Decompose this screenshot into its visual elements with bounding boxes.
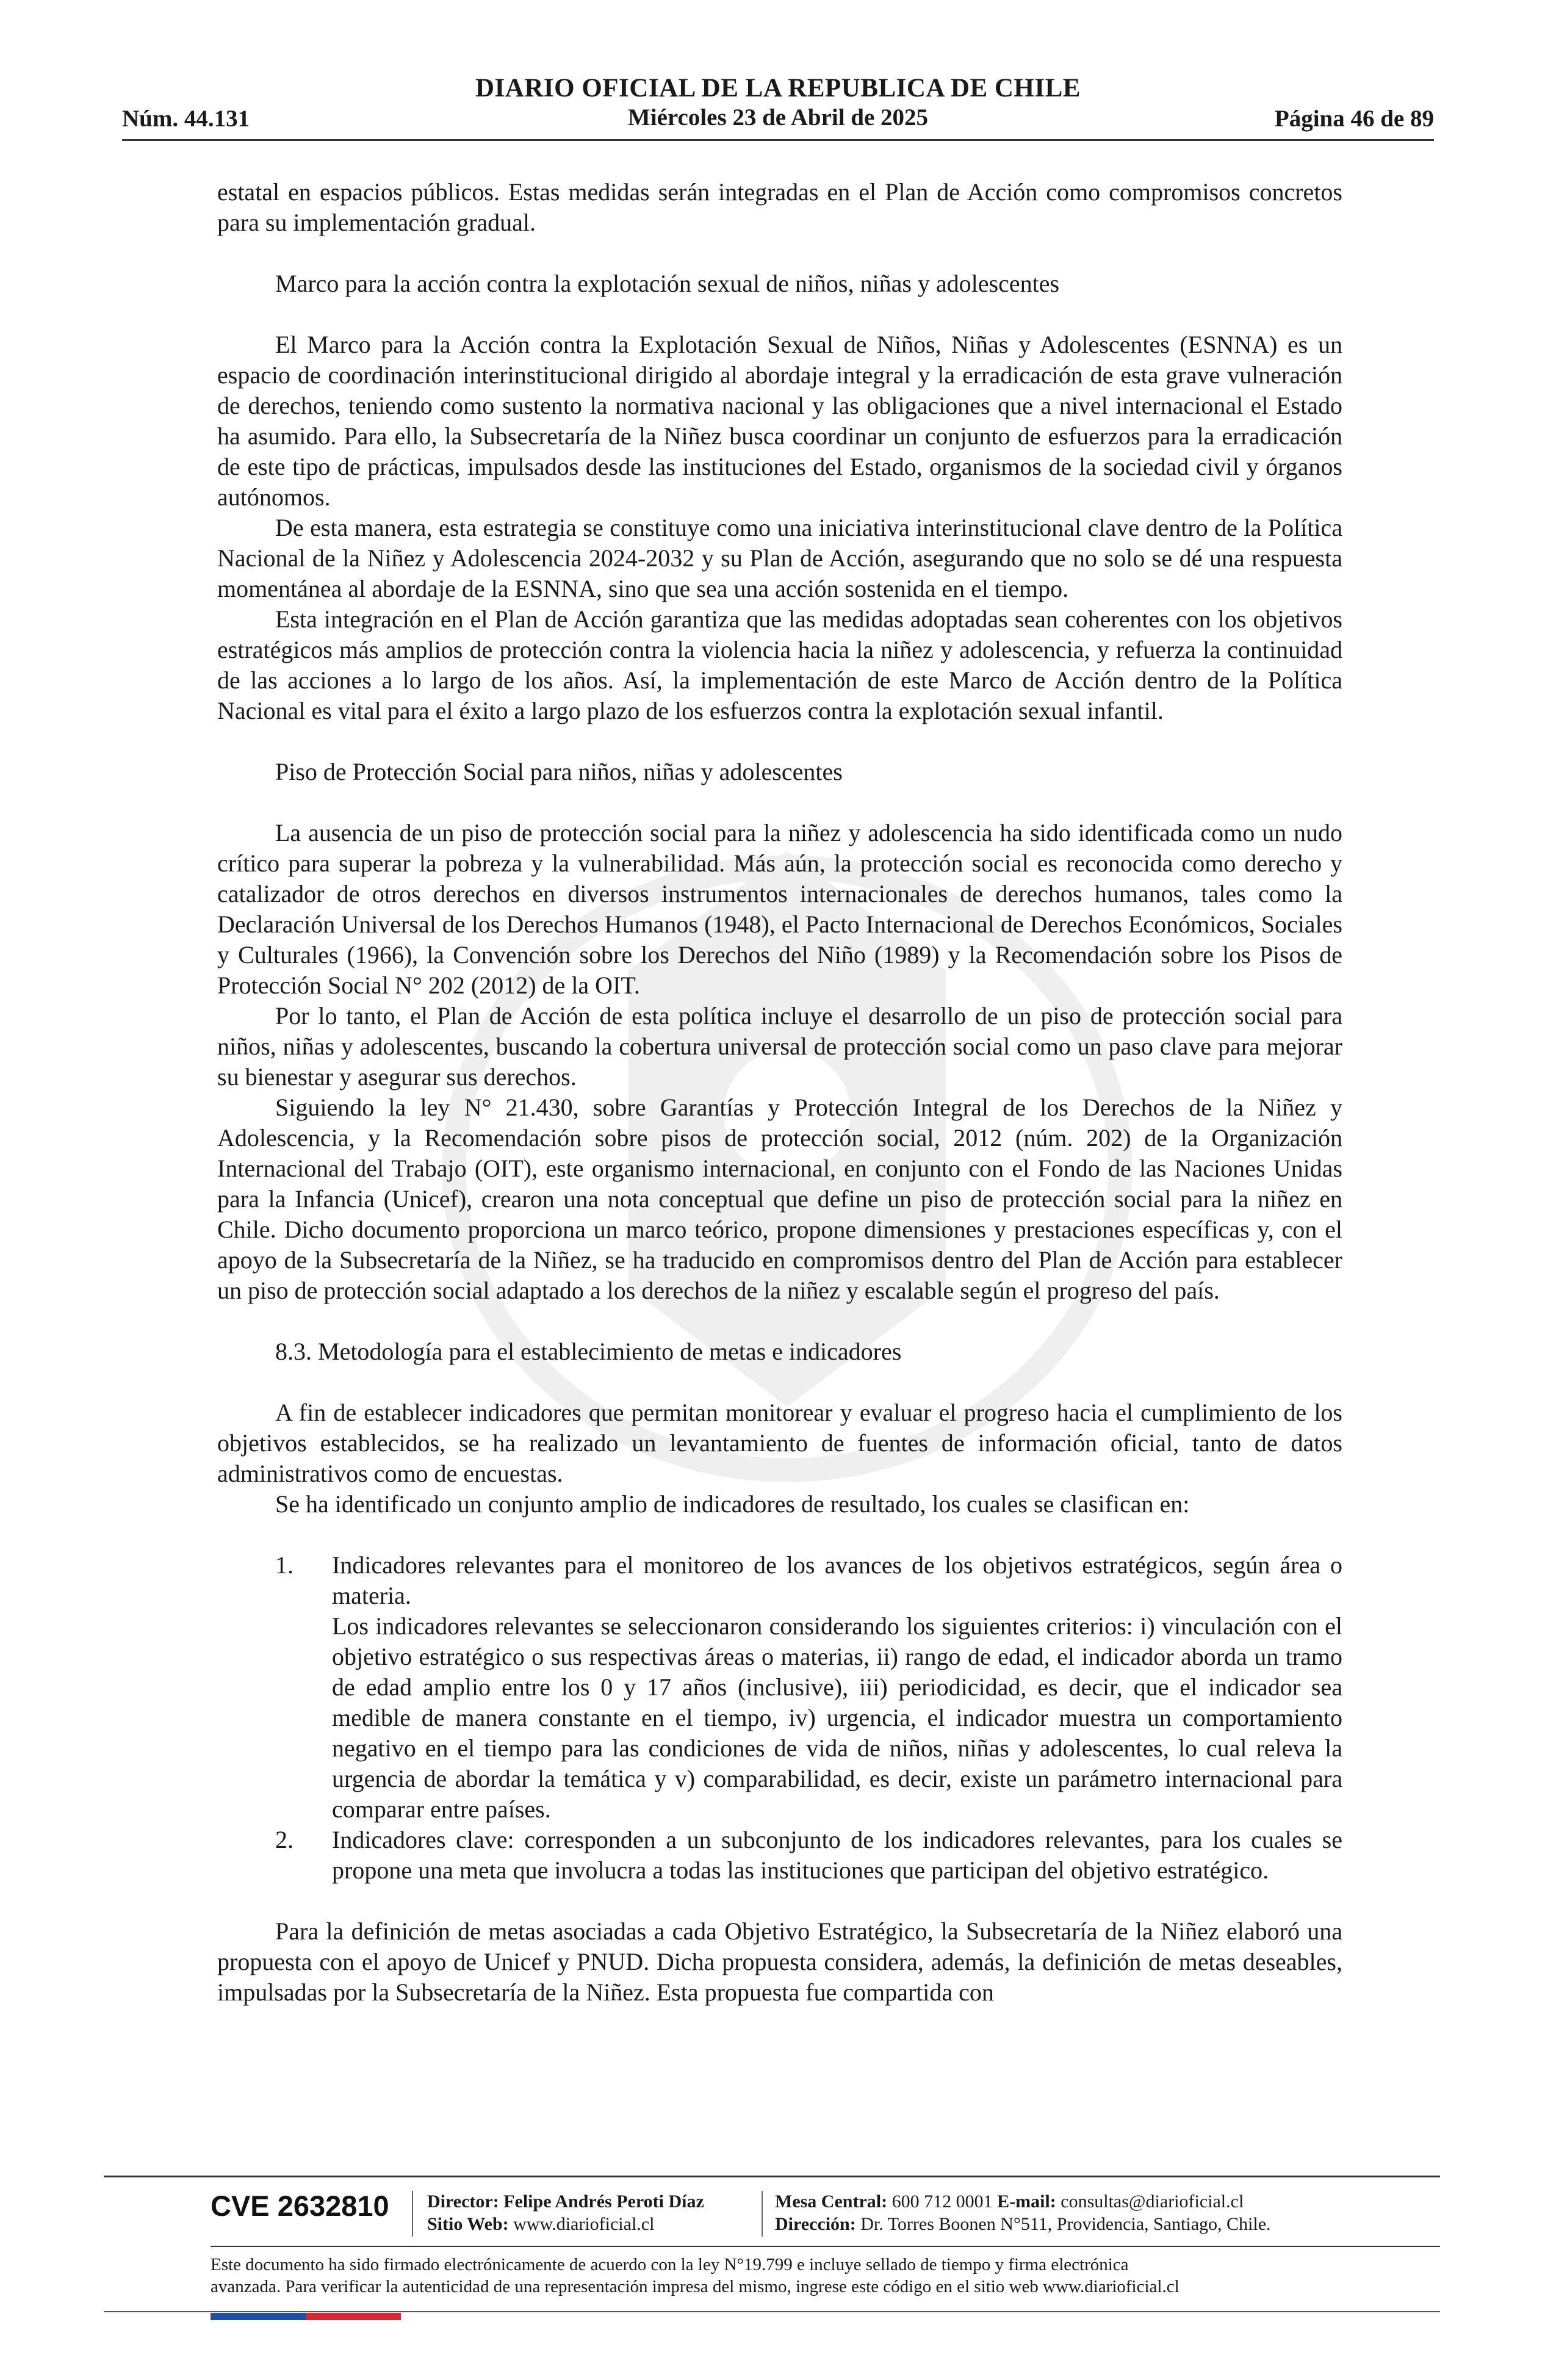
paragraph: A fin de establecer indicadores que permitan monitorear y evaluar el progreso hacia el cumplimiento de los objetivos establecidos, se ha realizado un levantamiento de fuentes de información oficial, tanto de datos administrativos como de encuestas. <box>217 1399 1342 1487</box>
paragraph: estatal en espacios públicos. Estas medidas serán integradas en el Plan de Acción como compromisos concretos para su implementación gradual. <box>217 178 1342 236</box>
list-marker: 2. <box>275 1826 294 1853</box>
list-item <box>217 1825 1342 1886</box>
list-item-detail: Los indicadores relevantes se seleccionaron considerando los siguientes criterios: i) vinculación con el objetivo estratégico o sus respectivas áreas o materias, ii) rango de edad, el indicador aborda un tramo de edad amplio entre los 0 y 17 años (inclusive), iii) periodicidad, es decir, que el indicador sea medible de manera constante en el tiempo, iv) urgencia, el indicador muestra un comportamiento negativo en el tiempo para las condiciones de vida de niños, niñas y adolescentes, lo cual releva la urgencia de abordar la temática y v) comparabilidad, es decir, existe un parámetro internacional para comparar entre países. <box>332 1612 1342 1823</box>
section-heading: 8.3. Metodología para el establecimiento de metas e indicadores <box>275 1338 902 1365</box>
list-item <box>217 1550 1342 1825</box>
page-number: Página 46 de 89 <box>1274 106 1434 132</box>
flag-blue-segment <box>211 2313 306 2320</box>
footer-contact-block <box>775 2190 1271 2235</box>
flag-red-segment <box>306 2313 401 2320</box>
issue-date: Miércoles 23 de Abril de 2025 <box>627 104 929 131</box>
email-link[interactable]: consultas@diarioficial.cl <box>1061 2191 1244 2212</box>
issue-number: Núm. 44.131 <box>122 106 250 132</box>
legal-notice <box>211 2254 1352 2298</box>
address-label: Dirección: <box>775 2214 856 2234</box>
newspaper-title: DIARIO OFICIAL DE LA REPUBLICA DE CHILE <box>475 74 1081 103</box>
director-label: Director: <box>427 2191 499 2212</box>
paragraph: Esta integración en el Plan de Acción garantiza que las medidas adoptadas sean coherentes con los objetivos estratégicos más amplios de protección contra la violencia hacia la niñez y adolescencia, y refuerza la continuidad de las acciones a lo largo de los años. Así, la implementación de este Marco de Acción dentro de la Política Nacional es vital para el éxito a largo plazo de los esfuerzos contra la explotación sexual infantil. <box>217 605 1342 724</box>
footer-divider <box>104 2311 1440 2312</box>
footer-separator <box>762 2191 763 2237</box>
footer-divider <box>211 2246 1440 2247</box>
list-marker: 1. <box>275 1551 294 1579</box>
paragraph: Siguiendo la ley N° 21.430, sobre Garantías y Protección Integral de los Derechos de la Niñez y Adolescencia, y la Recomendación sobre pisos de protección social, 2012 (núm. 202) de la Organización Internacional del Trabajo (OIT), este organismo internacional, en conjunto con el Fondo de las Naciones Unidas para la Infancia (Unicef), crearon una nota conceptual que define un piso de protección social para la niñez en Chile. Dicho documento proporciona un marco teórico, propone dimensiones y prestaciones específicas y, con el apoyo de la Subsecretaría de la Niñez, se ha traducido en compromisos dentro del Plan de Acción para establecer un piso de protección social adaptado a los derechos de la niñez y escalable según el progreso del país. <box>217 1094 1342 1304</box>
page-header <box>122 73 1434 146</box>
paragraph: Se ha identificado un conjunto amplio de indicadores de resultado, los cuales se clasifican en: <box>275 1490 1190 1518</box>
paragraph: De esta manera, esta estrategia se constituye como una iniciativa interinstitucional clave dentro de la Política Nacional de la Niñez y Adolescencia 2024-2032 y su Plan de Acción, asegurando que no solo se dé una respuesta momentánea al abordaje de la ESNNA, sino que sea una acción sostenida en el tiempo. <box>217 514 1342 602</box>
legal-line: avanzada. Para verificar la autenticidad de una representación impresa del mismo, ingrese este código en el sitio web www.diarioficial.cl <box>211 2277 1180 2296</box>
email-label: E-mail: <box>997 2191 1056 2212</box>
paragraph: La ausencia de un piso de protección social para la niñez y adolescencia ha sido identificada como un nudo crítico para superar la pobreza y la vulnerabilidad. Más aún, la protección social es reconocida como derecho y catalizador de otros derechos en diversos instrumentos internacionales de derechos humanos, tales como la Declaración Universal de los Derechos Humanos (1948), el Pacto Internacional de Derechos Económicos, Sociales y Culturales (1966), la Convención sobre los Derechos del Niño (1989) y la Recomendación sobre los Pisos de Protección Social N° 202 (2012) de la OIT. <box>217 819 1342 999</box>
paragraph: Para la definición de metas asociadas a cada Objetivo Estratégico, la Subsecretaría de la Niñez elaboró una propuesta con el apoyo de Unicef y PNUD. Dicha propuesta considera, además, la definición de metas deseables, impulsadas por la Subsecretaría de la Niñez. Esta propuesta fue compartida con <box>217 1917 1342 2006</box>
cve-code: CVE 2632810 <box>211 2190 389 2222</box>
legal-line: Este documento ha sido firmado electrónicamente de acuerdo con la ley N°19.799 e incluye sellado de tiempo y firma electrónica <box>211 2255 1129 2274</box>
paragraph: Por lo tanto, el Plan de Acción de esta política incluye el desarrollo de un piso de protección social para niños, niñas y adolescentes, buscando la cobertura universal de protección social como un paso clave para mejorar su bienestar y asegurar sus derechos. <box>217 1002 1342 1091</box>
header-divider <box>122 139 1434 141</box>
list-item-text: Indicadores relevantes para el monitoreo de los avances de los objetivos estratégicos, según área o materia. <box>332 1551 1342 1609</box>
paragraph: El Marco para la Acción contra la Explotación Sexual de Niños, Niñas y Adolescentes (ESNNA) es un espacio de coordinación interinstitucional dirigido al abordaje integral y la erradicación de esta grave vulneración de derechos, teniendo como sustento la normativa nacional y las obligaciones que a nivel internacional el Estado ha asumido. Para ello, la Subsecretaría de la Niñez busca coordinar un conjunto de esfuerzos para la erradicación de este tipo de prácticas, impulsados desde las instituciones del Estado, organismos de la sociedad civil y órganos autónomos. <box>217 331 1342 511</box>
indicator-list <box>217 1550 1342 1886</box>
website-link[interactable]: www.diarioficial.cl <box>513 2214 655 2234</box>
footer-divider <box>104 2176 1440 2177</box>
footer-separator <box>412 2191 413 2237</box>
mesa-phone: 600 712 0001 <box>891 2191 993 2212</box>
list-item-text: Indicadores clave: corresponden a un subconjunto de los indicadores relevantes, para los cuales se propone una meta que involucra a todas las instituciones que participan del objetivo estratégico. <box>332 1826 1342 1884</box>
section-heading: Marco para la acción contra la explotación sexual de niños, niñas y adolescentes <box>275 270 1060 297</box>
website-label: Sitio Web: <box>427 2214 509 2234</box>
mesa-label: Mesa Central: <box>775 2191 888 2212</box>
director-name: Felipe Andrés Peroti Díaz <box>503 2191 704 2212</box>
page-footer <box>104 2176 1440 2334</box>
document-body <box>217 177 1342 2008</box>
section-heading: Piso de Protección Social para niños, niñas y adolescentes <box>275 758 843 785</box>
flag-stripe <box>211 2313 401 2320</box>
address-value: Dr. Torres Boonen N°511, Providencia, Santiago, Chile. <box>860 2214 1271 2234</box>
footer-director-block <box>427 2190 704 2235</box>
